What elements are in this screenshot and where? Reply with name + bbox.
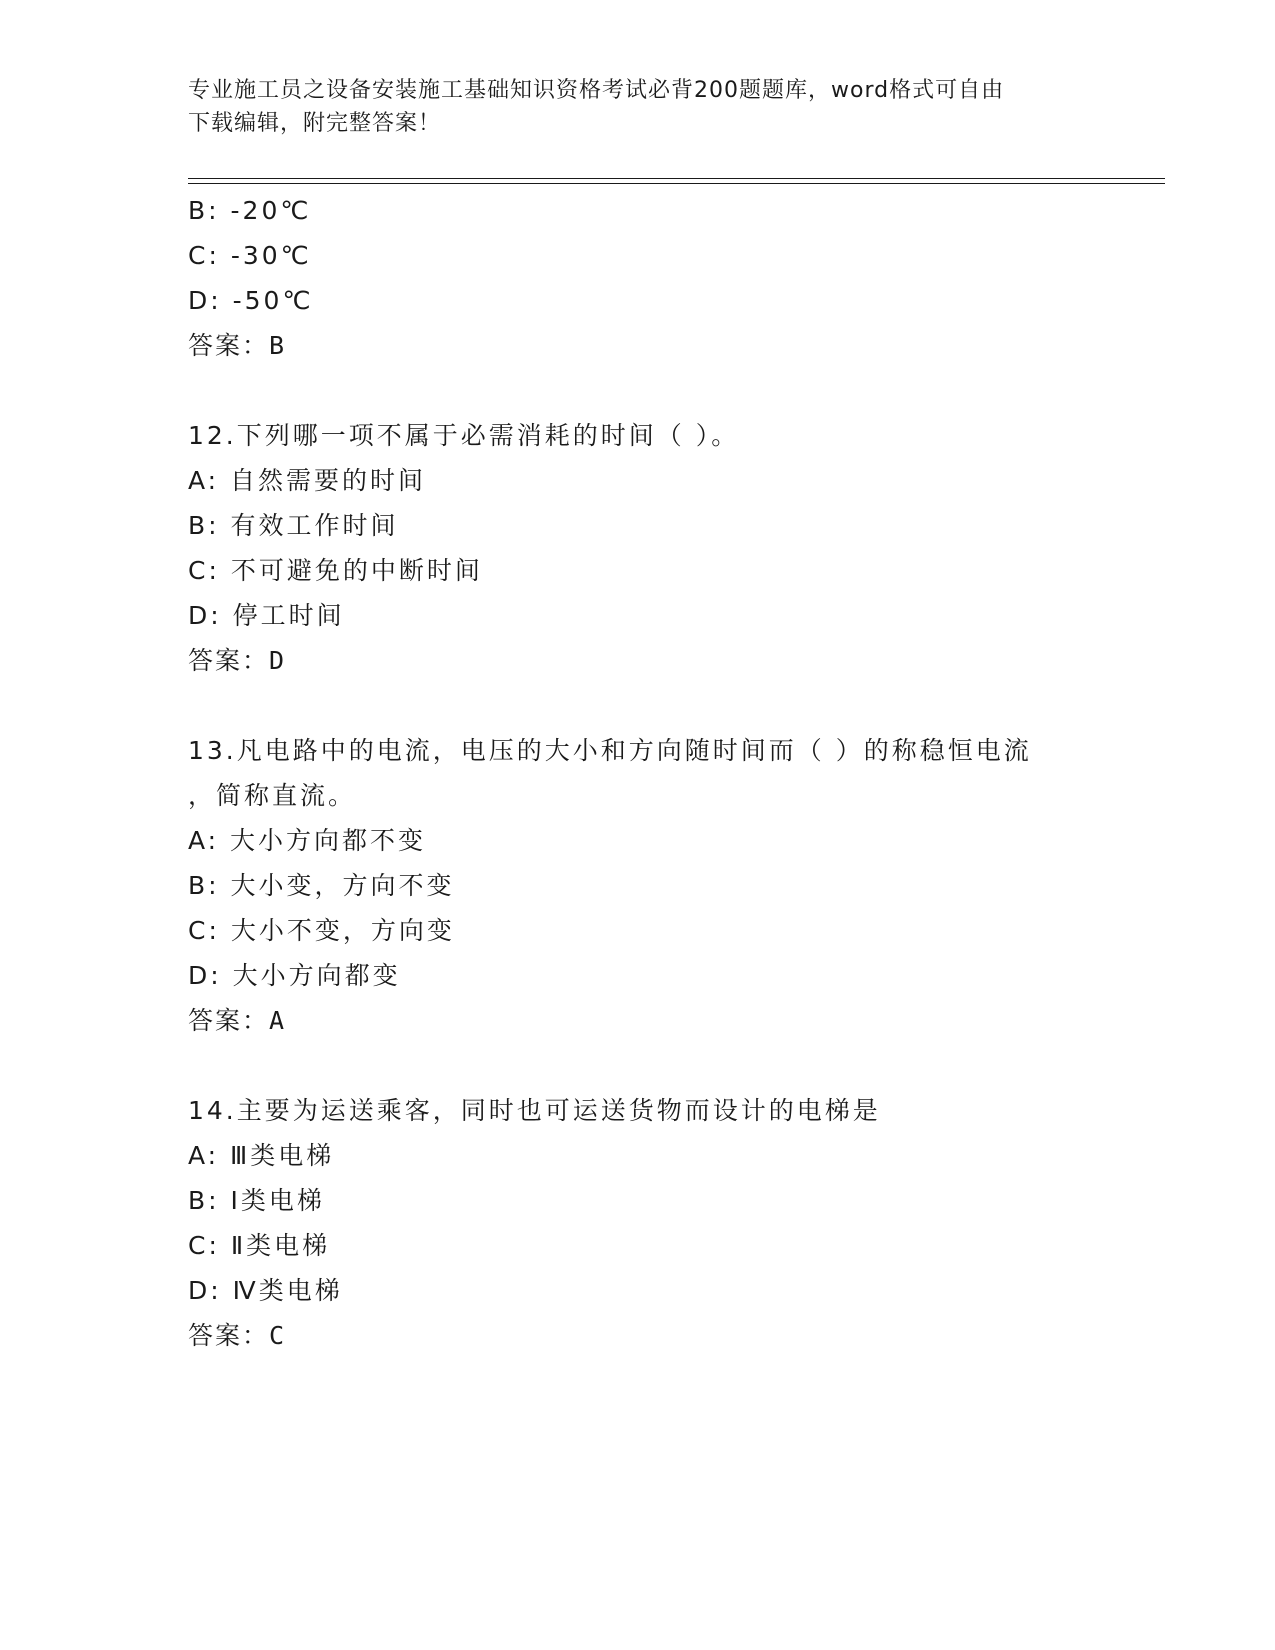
q11-answer bbox=[188, 330, 284, 362]
q11-answer-value: B bbox=[269, 331, 285, 360]
header-line-2: 下载编辑，附完整答案！ bbox=[188, 111, 442, 136]
q12-option-c: C: 不可避免的中断时间 bbox=[188, 556, 483, 585]
q14-answer-label: 答案： bbox=[188, 1321, 270, 1350]
q14-option-d: D: Ⅳ类电梯 bbox=[188, 1276, 343, 1305]
q11-option-c: C: -30℃ bbox=[188, 241, 312, 270]
header-divider-top bbox=[188, 178, 1165, 179]
q11-answer-label: 答案： bbox=[188, 331, 270, 360]
q14-answer bbox=[188, 1320, 284, 1352]
q12-option-a: A: 自然需要的时间 bbox=[188, 466, 427, 495]
q12-answer-label: 答案： bbox=[188, 646, 270, 675]
q13-answer-label: 答案： bbox=[188, 1006, 270, 1035]
q13-option-a: A: 大小方向都不变 bbox=[188, 826, 427, 855]
q13-answer-value: A bbox=[269, 1006, 285, 1035]
header-line-1: 专业施工员之设备安装施工基础知识资格考试必背200题题库，word格式可自由 bbox=[188, 78, 1005, 103]
q13-option-c: C: 大小不变，方向变 bbox=[188, 916, 455, 945]
q14-option-c: C: Ⅱ类电梯 bbox=[188, 1231, 331, 1260]
q13-question-line-1: 13.凡电路中的电流，电压的大小和方向随时间而（ ）的称稳恒电流 bbox=[188, 736, 1032, 765]
q13-option-b: B: 大小变，方向不变 bbox=[188, 871, 455, 900]
q14-answer-value: C bbox=[269, 1321, 285, 1350]
q11-option-b: B: -20℃ bbox=[188, 196, 312, 225]
q12-option-b: B: 有效工作时间 bbox=[188, 511, 399, 540]
q13-option-d: D: 大小方向都变 bbox=[188, 961, 401, 990]
q12-answer-value: D bbox=[269, 646, 285, 675]
q13-question-line-2: ，简称直流。 bbox=[188, 781, 357, 810]
document-header bbox=[188, 74, 1088, 140]
q14-option-a: A: Ⅲ类电梯 bbox=[188, 1141, 335, 1170]
q11-option-d: D: -50℃ bbox=[188, 286, 314, 315]
q12-answer bbox=[188, 645, 284, 677]
header-divider-bottom bbox=[188, 183, 1165, 184]
q14-question: 14.主要为运送乘客，同时也可运送货物而设计的电梯是 bbox=[188, 1096, 881, 1125]
q14-option-b: B: Ⅰ类电梯 bbox=[188, 1186, 325, 1215]
q12-question: 12.下列哪一项不属于必需消耗的时间（ ）。 bbox=[188, 421, 740, 450]
q12-option-d: D: 停工时间 bbox=[188, 601, 345, 630]
q13-answer bbox=[188, 1005, 284, 1037]
